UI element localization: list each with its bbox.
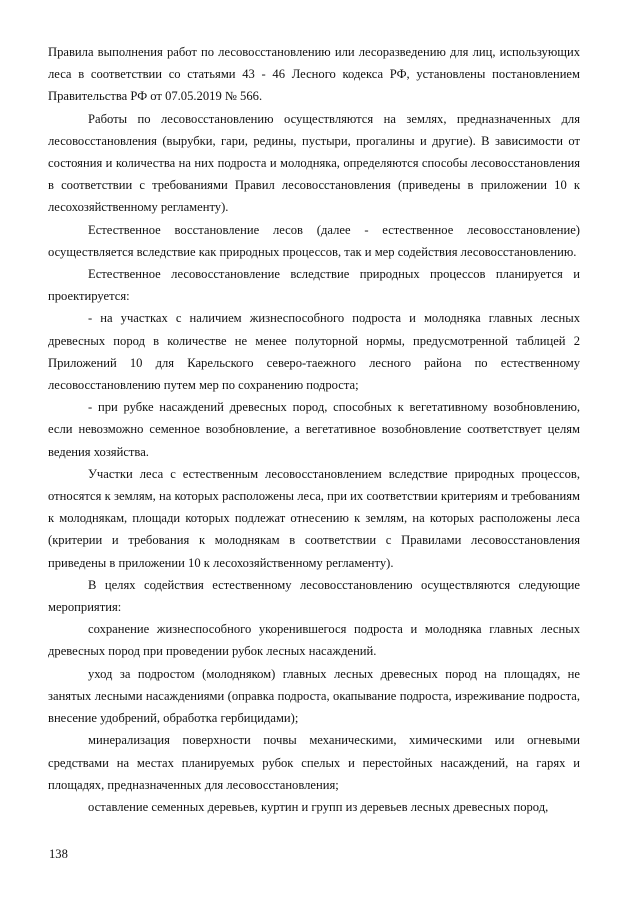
page-number: 138 — [49, 847, 68, 861]
paragraph-reforestation-lands: Работы по лесовосстановлению осуществляются на землях, предназначенных для лесовосстановления (вырубки, гари, редины, пустыри, прогалины и другие). В зависимости от состояния и количества на них подроста и молодняка, определяются способы лесовосстановления в соответствии с требованиями Правил лесовосстановления (приведены в приложении 10 к лесохозяйственному регламенту). — [48, 111, 580, 215]
paragraph-forest-land-criteria: Участки леса с естественным лесовосстановлением вследствие природных процессов, относятся к землям, на которых расположены леса, при их соответствии критериям и требованиям к молоднякам, площади которых подлежат отнесению к землям, на которых расположены леса (критерии и требования к молоднякам в соответствии с Правилами лесовосстановления приведены в приложении 10 к лесохозяйственному регламенту). — [48, 466, 580, 570]
paragraph-rules-reference: Правила выполнения работ по лесовосстановлению или лесоразведению для лиц, использующих леса в соответствии со статьями 43 - 46 Лесного кодекса РФ, установлены постановлением Правительства РФ от 07.05.2019 № 566. — [48, 45, 580, 104]
list-item-undergrowth-sites: - на участках с наличием жизнеспособного подроста и молодняка главных лесных древесных пород в количестве не менее полуторной нормы, предусмотренной таблицей 2 Приложений 10 для Карельского северо-таежного лесного района по естественному лесовосстановлению путем мер по сохранению подроста; — [48, 311, 580, 393]
list-item-vegetative-renewal: - при рубке насаждений древесных пород, способных к вегетативному возобновлению, если невозможно семенное возобновление, а вегетативное возобновление соответствует целям ведения хозяйства. — [48, 400, 580, 459]
measure-seed-trees: оставление семенных деревьев, куртин и групп из деревьев лесных древесных пород, — [88, 799, 549, 814]
measure-undergrowth-care: уход за подростом (молодняком) главных лесных древесных пород на площадях, не занятых лесными насаждениями (оправка подроста, окапывание подроста, изреживание подроста, внесение удобрений, обработка гербицидами); — [48, 666, 580, 726]
measure-soil-mineralization: минерализация поверхности почвы механическими, химическими или огневыми средствами на местах планируемых рубок спелых и перестойных насаждений, на гарях и площадях, предназначенных для лесовосстановления; — [48, 733, 580, 792]
document-body — [48, 41, 580, 818]
paragraph-natural-restoration: Естественное восстановление лесов (далее - естественное лесовосстановление) осуществляется вследствие как природных процессов, так и мер содействия лесовосстановлению. — [48, 222, 580, 259]
paragraph-assistance-measures: В целях содействия естественному лесовосстановлению осуществляются следующие мероприятия: — [48, 577, 580, 615]
measure-preserve-undergrowth: сохранение жизнеспособного укоренившегося подроста и молодняка главных лесных древесных пород при проведении рубок лесных насаждений. — [48, 622, 580, 659]
paragraph-planning-intro: Естественное лесовосстановление вследствие природных процессов планируется и проектируется: — [48, 267, 580, 304]
